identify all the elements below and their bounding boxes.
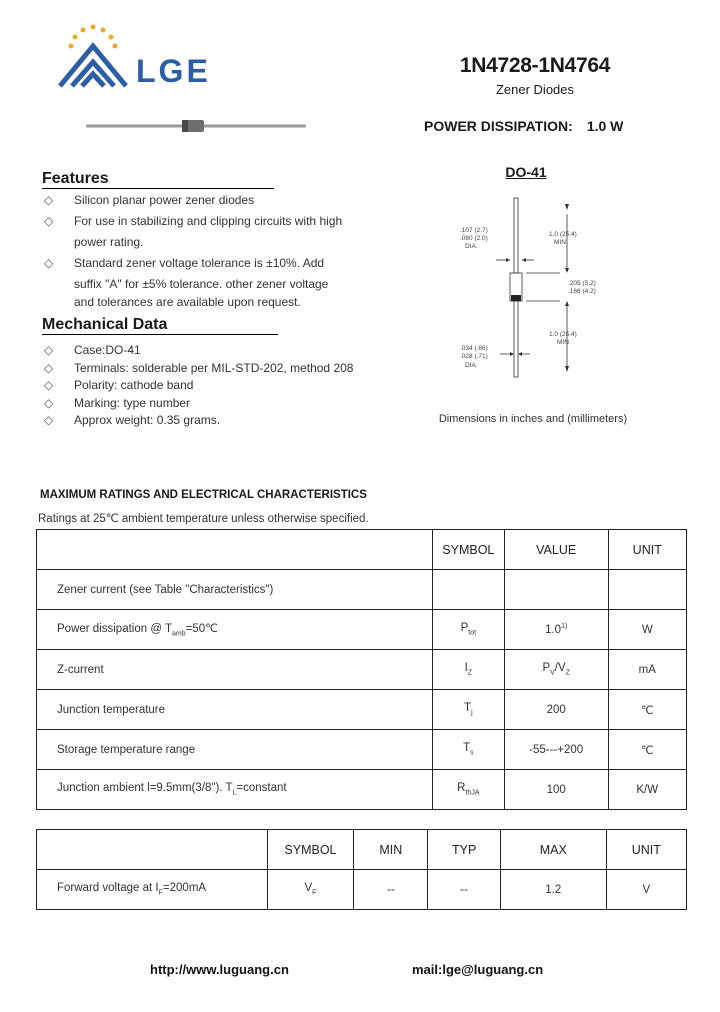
symbol-cell: $T_j$ xyxy=(432,690,504,730)
table-header-row xyxy=(37,530,687,570)
mechanical-list xyxy=(42,342,362,430)
diode-image xyxy=(86,118,306,134)
param-cell: Z-current xyxy=(37,650,433,690)
unit-cell: ℃ xyxy=(608,690,686,730)
param-cell: Storage temperature range xyxy=(37,730,433,770)
unit-cell: mA xyxy=(608,650,686,690)
param-cell: Power dissipation @ $T_{amb}=50℃$ xyxy=(37,610,433,650)
features-list xyxy=(42,190,352,310)
unit-cell: K/W xyxy=(608,770,686,810)
list-item: ◇ For use in stabilizing and clipping circuits with high xyxy=(42,211,352,232)
dim-label: .107 (2.7) xyxy=(460,227,488,234)
logo-mountain-icon xyxy=(60,46,126,86)
table-header: SYMBOL xyxy=(267,830,354,870)
dim-label: 1.0 (25.4) xyxy=(549,231,577,238)
dim-label: DIA. xyxy=(465,362,478,369)
forward-voltage-table xyxy=(36,829,687,910)
package-title: DO-41 xyxy=(505,164,547,180)
value-cell: 1.0$^{1)}$ xyxy=(504,610,608,650)
website-link[interactable]: http://www.luguang.cn xyxy=(150,962,289,977)
diamond-bullet-icon: ◇ xyxy=(44,193,54,207)
package-caption: Dimensions in inches and (millimeters) xyxy=(438,413,628,425)
features-heading: Features xyxy=(42,170,274,189)
list-item: ◇ Silicon planar power zener diodes xyxy=(42,190,352,211)
email-link[interactable]: mail:lge@luguang.cn xyxy=(412,962,544,977)
table-header: TYP xyxy=(428,830,500,870)
table-header xyxy=(37,830,268,870)
part-number-title: 1N4728-1N4764 xyxy=(459,54,611,77)
list-item-continuation: suffix "A" for ±5% tolerance. other zener voltage xyxy=(74,277,329,291)
power-label: POWER DISSIPATION: xyxy=(424,118,573,134)
ratings-note: Ratings at 25℃ ambient temperature unless otherwise specified. xyxy=(38,513,369,525)
table-row xyxy=(37,870,687,910)
min-cell: -- xyxy=(354,870,428,910)
unit-cell: V xyxy=(606,870,686,910)
table-header: UNIT xyxy=(608,530,686,570)
dim-label: DIA. xyxy=(465,243,478,250)
lge-logo xyxy=(56,24,236,96)
package-outline-drawing xyxy=(430,190,630,382)
diamond-bullet-icon: ◇ xyxy=(44,214,54,228)
diamond-bullet-icon: ◇ xyxy=(44,360,54,375)
table-row xyxy=(37,730,687,770)
table-row xyxy=(37,570,687,610)
dim-label: .034 (.86) xyxy=(460,345,488,352)
dim-label: MIN. xyxy=(554,239,568,246)
unit-cell xyxy=(608,570,686,610)
list-item: ◇ Case:DO-41 xyxy=(42,342,362,360)
table-header-row xyxy=(37,830,687,870)
dim-label: .166 (4.2) xyxy=(568,288,596,295)
table-header: UNIT xyxy=(606,830,686,870)
list-item-continuation: and tolerances are available upon request. xyxy=(74,295,301,309)
value-cell: 100 xyxy=(504,770,608,810)
table-header: VALUE xyxy=(504,530,608,570)
dim-label: MIN xyxy=(557,339,569,346)
diamond-bullet-icon: ◇ xyxy=(44,395,54,410)
dim-label: 1.0 (25.4) xyxy=(549,331,577,338)
table-row xyxy=(37,690,687,730)
dim-label: .028 (.71) xyxy=(460,353,488,360)
dim-label: .080 (2.0) xyxy=(460,235,488,242)
table-header: MIN xyxy=(354,830,428,870)
table-header xyxy=(37,530,433,570)
symbol-cell: $V_F$ xyxy=(267,870,354,910)
unit-cell: W xyxy=(608,610,686,650)
symbol-cell: $I_Z$ xyxy=(432,650,504,690)
symbol-cell xyxy=(432,570,504,610)
mechanical-heading: Mechanical Data xyxy=(42,316,278,335)
value-cell: -55---+200 xyxy=(504,730,608,770)
diamond-bullet-icon: ◇ xyxy=(44,413,54,427)
max-cell: 1.2 xyxy=(500,870,606,910)
table-row xyxy=(37,650,687,690)
value-cell: $P_V/V_Z$ xyxy=(504,650,608,690)
power-value: 1.0 W xyxy=(586,118,624,134)
logo-text: LGE xyxy=(136,53,211,89)
list-item: ◇ Approx weight: 0.35 grams. xyxy=(42,412,362,430)
list-item-continuation: power rating. xyxy=(74,235,144,249)
ratings-heading: MAXIMUM RATINGS AND ELECTRICAL CHARACTERISTICS xyxy=(40,489,367,501)
table-row xyxy=(37,770,687,810)
value-cell xyxy=(504,570,608,610)
power-dissipation xyxy=(424,118,623,134)
dim-label: .205 (5.2) xyxy=(568,280,596,287)
symbol-cell: $T_s$ xyxy=(432,730,504,770)
value-cell: 200 xyxy=(504,690,608,730)
list-item: ◇ Standard zener voltage tolerance is ±10%. Add xyxy=(42,253,352,274)
param-cell: Forward voltage at $I_F=200mA$ xyxy=(37,870,268,910)
diamond-bullet-icon: ◇ xyxy=(44,378,54,392)
diamond-bullet-icon: ◇ xyxy=(44,343,54,357)
table-header: SYMBOL xyxy=(432,530,504,570)
table-header: MAX xyxy=(500,830,606,870)
param-cell: Junction ambient l=9.5mm(3/8"). $T_L=constant$ xyxy=(37,770,433,810)
symbol-cell: $P_{tot}$ xyxy=(432,610,504,650)
max-ratings-table xyxy=(36,529,687,810)
list-item: ◇ Polarity: cathode band xyxy=(42,377,362,395)
typ-cell: -- xyxy=(428,870,500,910)
list-item: ◇ Marking: type number xyxy=(42,395,362,413)
diamond-bullet-icon: ◇ xyxy=(44,256,54,270)
list-item: ◇ Terminals: solderable per MIL-STD-202, method 208 xyxy=(42,360,362,378)
symbol-cell: $R_{thJA}$ xyxy=(432,770,504,810)
unit-cell: ℃ xyxy=(608,730,686,770)
param-cell: Junction temperature xyxy=(37,690,433,730)
param-cell: Zener current (see Table "Characteristics") xyxy=(37,570,433,610)
product-subtitle: Zener Diodes xyxy=(495,82,575,97)
table-row xyxy=(37,610,687,650)
